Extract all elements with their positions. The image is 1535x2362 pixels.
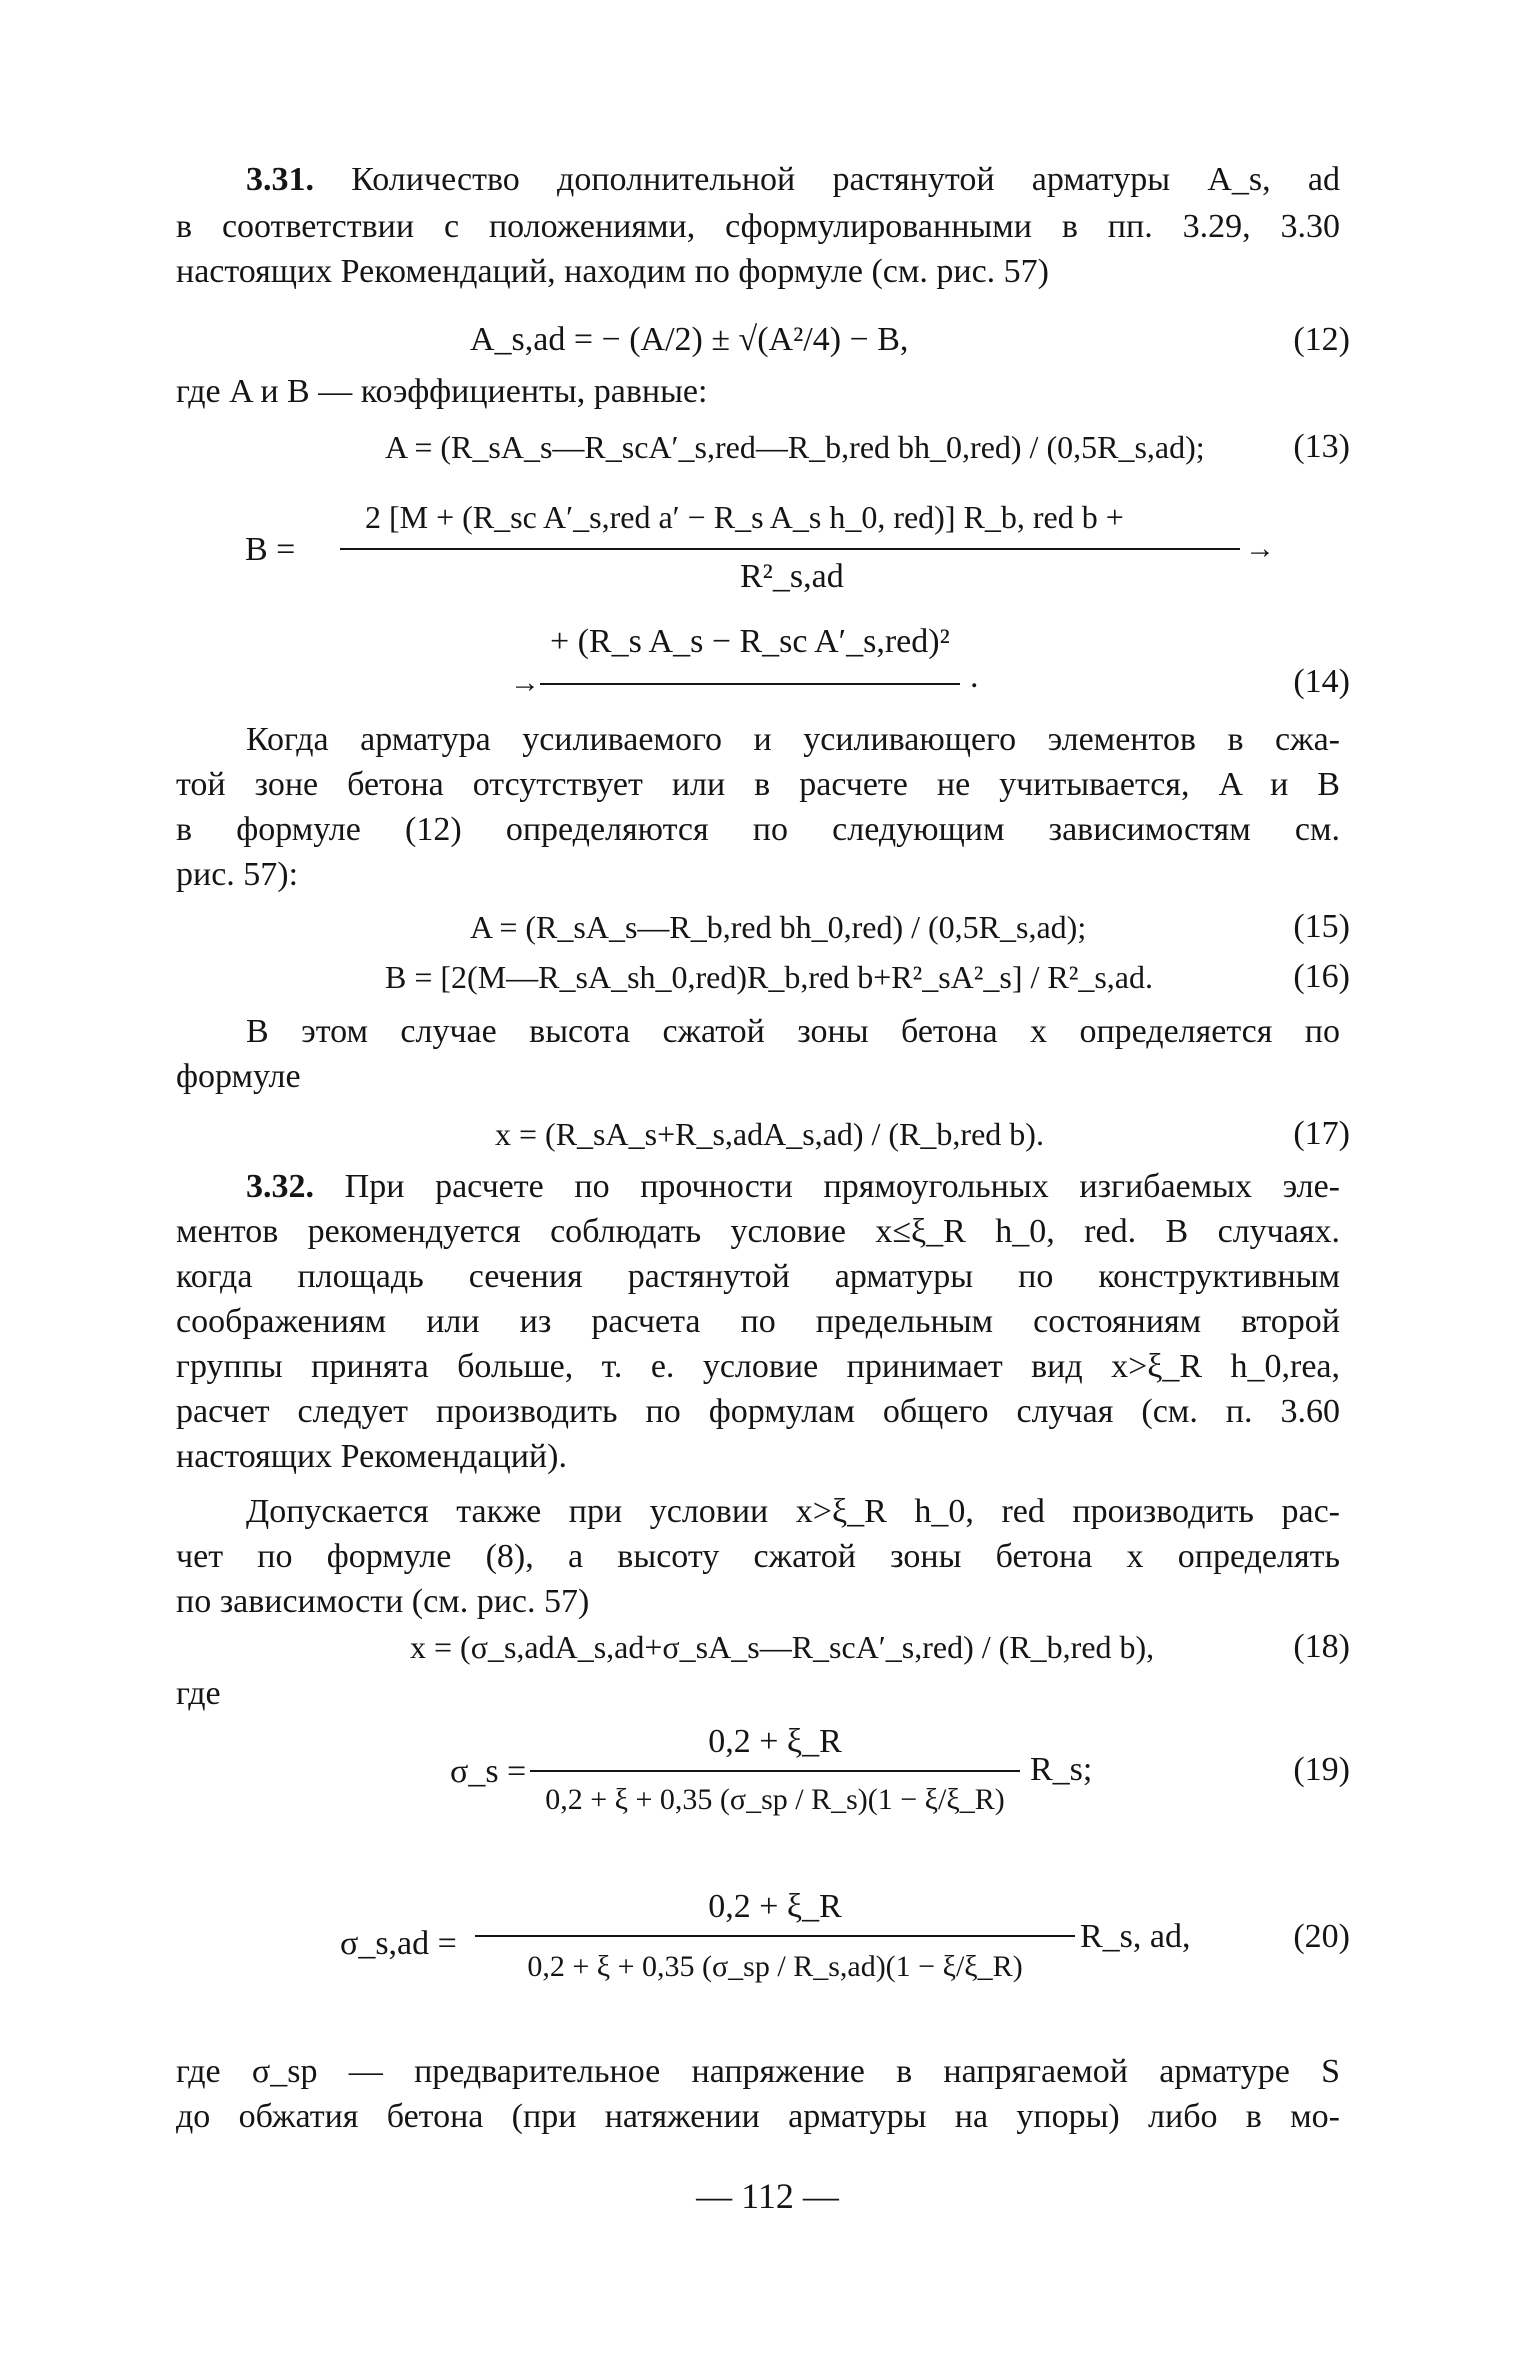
equation-14-dot: . xyxy=(970,658,979,695)
section-3-32-line-6: расчет следует производить по формулам общего случая (см. п. 3.60 xyxy=(176,1393,1340,1430)
equation-20-rhs: R_s, ad, xyxy=(1080,1918,1191,1955)
section-3-31-line-3: настоящих Рекомендаций, находим по формуле (см. рис. 57) xyxy=(176,253,1049,290)
section-3-32-line-5: группы принята больше, т. е. условие принимает вид x>ξ_R h_0,rea, xyxy=(176,1348,1340,1385)
final-line-2: до обжатия бетона (при натяжении арматуры на упоры) либо в мо- xyxy=(176,2098,1340,2135)
continuation-arrow-icon: → xyxy=(1245,532,1275,565)
equation-19-numerator: 0,2 + ξ_R xyxy=(708,1723,842,1760)
equation-14-number: (14) xyxy=(1293,663,1350,700)
equation-14-fraction-bar-bottom xyxy=(540,683,960,685)
equation-18-number: (18) xyxy=(1293,1628,1350,1665)
equation-16: B = [2(M—R_sA_sh_0,red)R_b,red b+R²_sA²_s] / R²_s,ad. xyxy=(385,959,1153,995)
equation-20-numerator: 0,2 + ξ_R xyxy=(708,1888,842,1925)
equation-13: A = (R_sA_s—R_scA′_s,red—R_b,red bh_0,red) / (0,5R_s,ad); xyxy=(385,429,1205,465)
equation-19-denominator: 0,2 + ξ + 0,35 (σ_sp / R_s)(1 − ξ/ξ_R) xyxy=(545,1783,1005,1816)
equation-12-number: (12) xyxy=(1293,321,1350,358)
paragraph-3-line-1: В этом случае высота сжатой зоны бетона x определяется по xyxy=(246,1013,1340,1050)
equation-14-numerator-top: 2 [M + (R_sc A′_s,red a′ − R_s A_s h_0, red)] R_b, red b + xyxy=(365,499,1124,535)
equation-14-lhs: B = xyxy=(245,531,296,568)
equation-19-fraction-bar xyxy=(530,1770,1020,1772)
equation-14-fraction-bar-top xyxy=(340,548,1240,550)
page-number: — 112 — xyxy=(696,2176,839,2216)
paragraph-3-line-2: формуле xyxy=(176,1058,301,1095)
equation-20-number: (20) xyxy=(1293,1918,1350,1955)
equation-20-denominator: 0,2 + ξ + 0,35 (σ_sp / R_s,ad)(1 − ξ/ξ_R) xyxy=(527,1950,1023,1983)
equation-15: A = (R_sA_s—R_b,red bh_0,red) / (0,5R_s,ad); xyxy=(470,909,1087,945)
equation-19-number: (19) xyxy=(1293,1751,1350,1788)
equation-14-numerator-bottom: + (R_s A_s − R_sc A′_s,red)² xyxy=(550,623,950,660)
section-3-32-line-1: 3.32. При расчете по прочности прямоугольных изгибаемых эле- xyxy=(246,1168,1341,1205)
section-number: 3.32. xyxy=(246,1168,314,1205)
section-3-31-line-1: 3.31. Количество дополнительной растянутой арматуры A_s, ad xyxy=(246,161,1341,198)
section-3-32-line-4: соображениям или из расчета по предельным состояниям второй xyxy=(176,1303,1340,1340)
equation-19-lhs: σ_s = xyxy=(450,1753,527,1790)
section-3-32-para2-line-1: Допускается также при условии x>ξ_R h_0, red производить рас- xyxy=(246,1493,1340,1530)
final-line-1: где σ_sp — предварительное напряжение в напрягаемой арматуре S xyxy=(176,2053,1340,2090)
section-3-32-line-3: когда площадь сечения растянутой арматуры по конструктивным xyxy=(176,1258,1340,1295)
equation-20-lhs: σ_s,ad = xyxy=(340,1925,457,1962)
section-number: 3.31. xyxy=(246,161,314,198)
equation-13-number: (13) xyxy=(1293,428,1350,465)
equation-17-number: (17) xyxy=(1293,1115,1350,1152)
section-3-31-line-2: в соответствии с положениями, сформулированными в пп. 3.29, 3.30 xyxy=(176,208,1340,245)
section-3-32-para2-line-2: чет по формуле (8), а высоту сжатой зоны бетона x определять xyxy=(176,1538,1340,1575)
section-3-32-line-2: ментов рекомендуется соблюдать условие x≤ξ_R h_0, red. В случаях. xyxy=(176,1213,1340,1250)
paragraph-2-line-4: рис. 57): xyxy=(176,856,299,893)
paragraph-2-line-1: Когда арматура усиливаемого и усиливающего элементов в сжа- xyxy=(246,721,1340,758)
equation-16-number: (16) xyxy=(1293,958,1350,995)
where-label: где xyxy=(176,1675,221,1712)
where-coefficients-line: где A и B — коэффициенты, равные: xyxy=(176,373,708,410)
equation-17: x = (R_sA_s+R_s,adA_s,ad) / (R_b,red b). xyxy=(495,1116,1044,1152)
equation-18: x = (σ_s,adA_s,ad+σ_sA_s—R_scA′_s,red) / (R_b,red b), xyxy=(410,1629,1155,1665)
section-3-32-para2-line-3: по зависимости (см. рис. 57) xyxy=(176,1583,590,1620)
equation-15-number: (15) xyxy=(1293,908,1350,945)
paragraph-2-line-2: той зоне бетона отсутствует или в расчете не учитывается, A и B xyxy=(176,766,1340,803)
equation-12: A_s,ad = − (A/2) ± √(A²/4) − B, xyxy=(470,321,909,358)
paragraph-2-line-3: в формуле (12) определяются по следующим зависимостям см. xyxy=(176,811,1340,848)
section-3-32-line-7: настоящих Рекомендаций). xyxy=(176,1438,567,1475)
equation-19-rhs: R_s; xyxy=(1030,1751,1093,1788)
equation-14-denominator-top: R²_s,ad xyxy=(740,558,844,595)
equation-20-fraction-bar xyxy=(475,1935,1075,1937)
continuation-arrow-icon: → xyxy=(510,666,540,699)
